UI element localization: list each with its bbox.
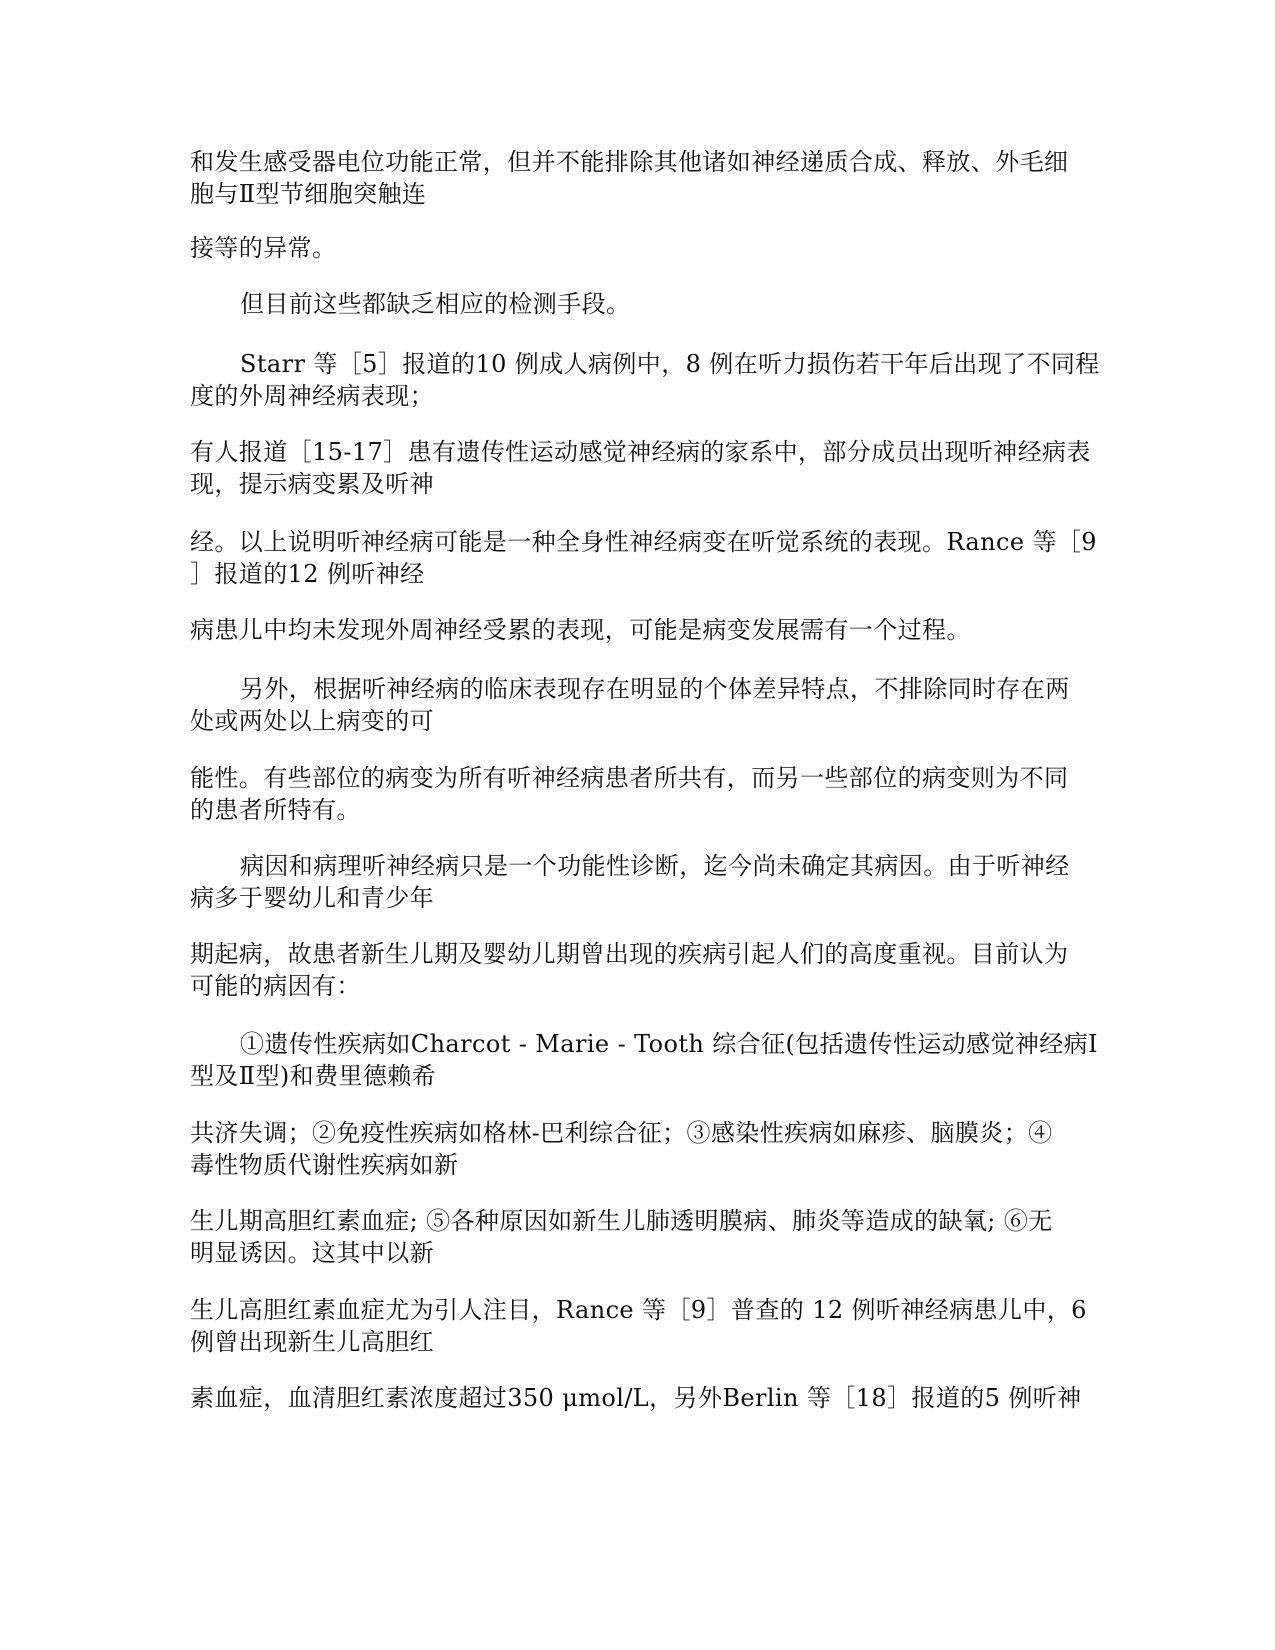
paragraph-10 [190, 850, 1095, 914]
paragraph-3 [190, 288, 1095, 320]
text-line: 另外，根据听神经病的临床表现存在明显的个体差异特点，不排除同时存在两 [240, 675, 1070, 703]
paragraph-12 [190, 1028, 1098, 1092]
text-line: 生儿期高胆红素血症; ⑤各种原因如新生儿肺透明膜病、肺炎等造成的缺氧; ⑥无 [190, 1207, 1053, 1235]
paragraph-4 [190, 348, 1100, 412]
text-line: 度的外周神经病表现； [190, 382, 434, 410]
paragraph-13 [190, 1117, 1095, 1181]
text-line: 型及Ⅱ型)和费里德赖希 [190, 1062, 437, 1090]
paragraph-15 [190, 1294, 1095, 1358]
text-line: 能性。有些部位的病变为所有听神经病患者所共有，而另一些部位的病变则为不同 [190, 764, 1069, 792]
text-line: 经。以上说明听神经病可能是一种全身性神经病变在听觉系统的表现。Rance 等［9 [190, 528, 1097, 556]
paragraph-6 [190, 526, 1095, 590]
text-line: ①遗传性疾病如Charcot - Marie - Tooth 综合征(包括遗传性运动感觉神经病Ⅰ [240, 1030, 1098, 1058]
paragraph-8 [190, 673, 1095, 737]
text-line: 明显诱因。这其中以新 [190, 1239, 434, 1267]
text-line: 但目前这些都缺乏相应的检测手段。 [240, 290, 631, 318]
text-line: 处或两处以上病变的可 [190, 707, 434, 735]
text-line: 现，提示病变累及听神 [190, 470, 434, 498]
text-line: Starr 等［5］报道的10 例成人病例中，8 例在听力损伤若干年后出现了不同程 [240, 350, 1100, 378]
text-line: 有人报道［15-17］患有遗传性运动感觉神经病的家系中，部分成员出现听神经病表 [190, 438, 1091, 466]
text-line: 例曾出现新生儿高胆红 [190, 1328, 434, 1356]
text-line: 胞与Ⅱ型节细胞突触连 [190, 180, 427, 208]
paragraph-1 [190, 146, 1095, 210]
paragraph-16 [190, 1382, 1095, 1414]
text-line: ］报道的12 例听神经 [190, 560, 425, 588]
text-line: 接等的异常。 [190, 234, 337, 262]
paragraph-14 [190, 1205, 1095, 1269]
text-line: 病患儿中均未发现外周神经受累的表现，可能是病变发展需有一个过程。 [190, 616, 971, 644]
paragraph-11 [190, 938, 1095, 1002]
text-line: 生儿高胆红素血症尤为引人注目，Rance 等［9］普查的 12 例听神经病患儿中，6 [190, 1296, 1087, 1324]
text-line: 期起病，故患者新生儿期及婴幼儿期曾出现的疾病引起人们的高度重视。目前认为 [190, 940, 1069, 968]
text-line: 病多于婴幼儿和青少年 [190, 884, 434, 912]
text-line: 的患者所特有。 [190, 796, 361, 824]
paragraph-9 [190, 762, 1095, 826]
text-line: 和发生感受器电位功能正常，但并不能排除其他诸如神经递质合成、释放、外毛细 [190, 148, 1069, 176]
text-line: 毒性物质代谢性疾病如新 [190, 1151, 459, 1179]
text-line: 可能的病因有： [190, 972, 361, 1000]
text-line: 共济失调；②免疫性疾病如格林-巴利综合征；③感染性疾病如麻疹、脑膜炎；④ [190, 1119, 1053, 1147]
text-line: 素血症，血清胆红素浓度超过350 μmol/L，另外Berlin 等［18］报道的5 例听神 [190, 1384, 1082, 1412]
text-line: 病因和病理听神经病只是一个功能性诊断，迄今尚未确定其病因。由于听神经 [240, 852, 1070, 880]
paragraph-2 [190, 232, 1095, 264]
paragraph-7 [190, 614, 1095, 646]
paragraph-5 [190, 436, 1095, 500]
